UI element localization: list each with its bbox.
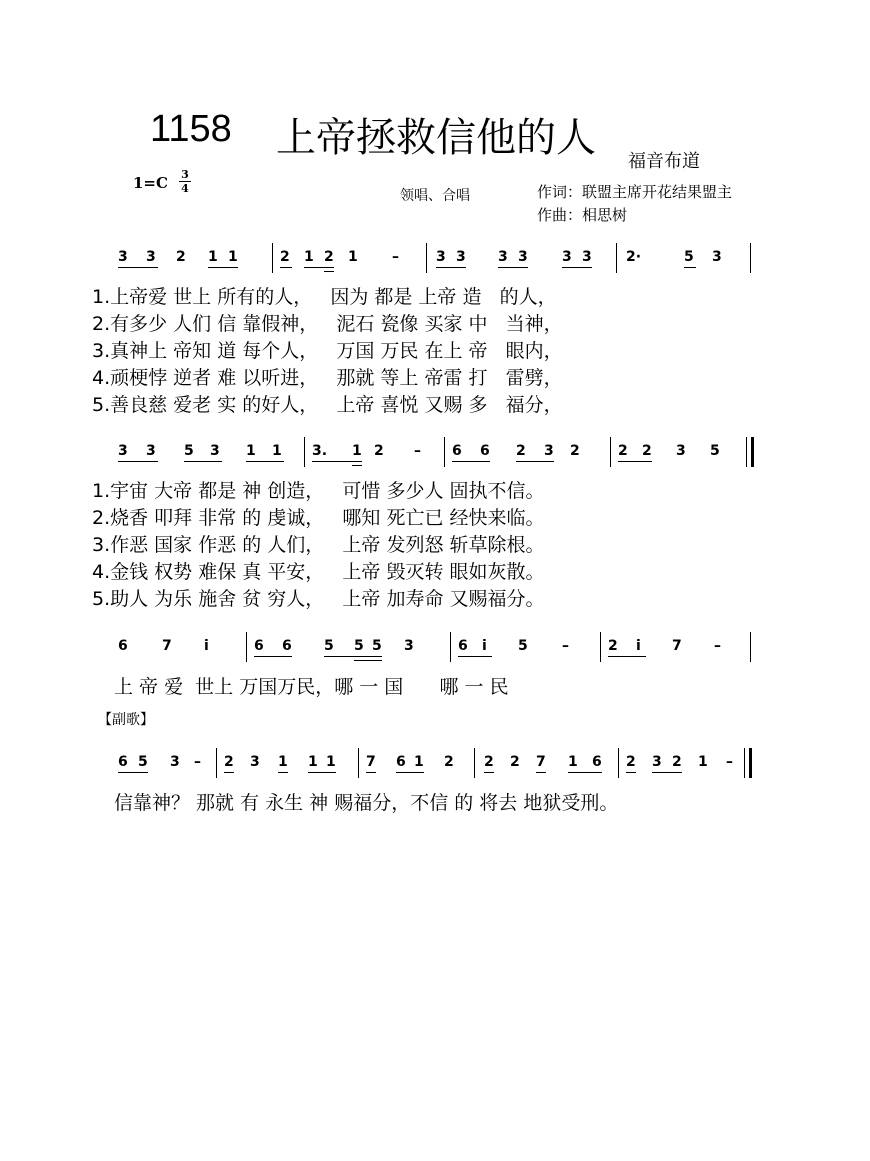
note: 1	[348, 249, 358, 265]
barline	[618, 748, 619, 778]
note: 2	[672, 754, 682, 770]
note: 1	[228, 249, 238, 265]
note: 1	[278, 754, 288, 770]
note: 7	[536, 754, 546, 770]
note: 6	[282, 638, 292, 654]
note: 1	[246, 443, 256, 459]
final-barline	[749, 748, 752, 778]
note: –	[562, 638, 569, 654]
key-signature: 1=C	[133, 174, 168, 192]
lyric-verse-1: 1.宇宙 大帝 都是 神 创造， 可惜 多少人 固执不信。	[92, 480, 545, 502]
note: –	[714, 638, 721, 654]
barline	[616, 243, 617, 273]
note: 5	[372, 638, 382, 654]
note: 1	[414, 754, 424, 770]
note: –	[392, 249, 399, 265]
note: 3	[712, 249, 722, 265]
note: 1	[352, 443, 362, 459]
song-number: 1158	[150, 108, 232, 150]
barline	[304, 437, 305, 467]
note: 6	[396, 754, 406, 770]
barline	[426, 243, 427, 273]
lyric-line: 信靠神？ 那就 有 永生 神 赐福分，不信 的 将去 地狱受刑。	[114, 792, 619, 814]
notation-row-1	[100, 243, 760, 283]
note: 3	[436, 249, 446, 265]
note: 5	[354, 638, 364, 654]
barline	[750, 243, 751, 273]
note: 7	[162, 638, 172, 654]
note: i	[204, 638, 209, 654]
note: 3	[146, 249, 156, 265]
note: 2	[608, 638, 618, 654]
note: 3	[544, 443, 554, 459]
notation-row-4	[100, 748, 760, 788]
note: 3.	[312, 443, 328, 459]
note: 6	[480, 443, 490, 459]
notation-row-2	[100, 437, 760, 477]
note: 6	[452, 443, 462, 459]
note: 2	[642, 443, 652, 459]
song-category: 福音布道	[628, 151, 700, 172]
song-title: 上帝拯救信他的人	[276, 115, 596, 161]
barline	[358, 748, 359, 778]
note: 1	[308, 754, 318, 770]
note: 5	[138, 754, 148, 770]
note: 3	[210, 443, 220, 459]
note: 1	[272, 443, 282, 459]
note: 7	[366, 754, 376, 770]
barline	[272, 243, 273, 273]
note: 3	[146, 443, 156, 459]
barline	[444, 437, 445, 467]
note: 2	[570, 443, 580, 459]
lyric-verse-5: 5.善良慈 爱老 实 的好人， 上帝 喜悦 又赐 多 福分，	[92, 394, 563, 416]
note: 5	[710, 443, 720, 459]
composer-credit: 作曲：相思树	[537, 206, 628, 224]
lyricist-credit: 作词：联盟主席开花结果盟主	[537, 183, 733, 201]
note: 1	[568, 754, 578, 770]
lyric-verse-4: 4.顽梗悖 逆者 难 以听进， 那就 等上 帝雷 打 雷劈，	[92, 367, 563, 389]
note: 3	[118, 443, 128, 459]
note: 3	[676, 443, 686, 459]
note: 1	[304, 249, 314, 265]
note: –	[726, 754, 733, 770]
barline	[216, 748, 217, 778]
barline	[750, 632, 751, 662]
lyric-verse-1: 1.上帝爱 世上 所有的人， 因为 都是 上帝 造 的人，	[92, 286, 557, 308]
note: 3	[498, 249, 508, 265]
note: 3	[404, 638, 414, 654]
note: 2	[626, 754, 636, 770]
note: 5	[684, 249, 694, 265]
barline	[600, 632, 601, 662]
performance-type: 领唱、合唱	[400, 188, 470, 204]
note: 5	[184, 443, 194, 459]
note: 3	[582, 249, 592, 265]
barline	[746, 437, 747, 467]
note: –	[414, 443, 421, 459]
note: 2·	[626, 249, 642, 265]
lyric-verse-3: 3.真神上 帝知 道 每个人， 万国 万民 在上 帝 眼内，	[92, 340, 563, 362]
note: 1	[326, 754, 336, 770]
note: 2	[510, 754, 520, 770]
barline	[474, 748, 475, 778]
lyric-line: 上 帝 爱 世上 万国万民，哪 一 国 哪 一 民	[114, 676, 509, 698]
lyric-verse-2: 2.有多少 人们 信 靠假神， 泥石 瓷像 买家 中 当神，	[92, 313, 563, 335]
time-signature-bottom: 4	[181, 182, 189, 195]
note: 1	[208, 249, 218, 265]
note: 2	[280, 249, 290, 265]
note: –	[194, 754, 201, 770]
note: 2	[374, 443, 384, 459]
time-signature-top: 3	[181, 168, 189, 181]
note: 6	[254, 638, 264, 654]
lyric-verse-5: 5.助人 为乐 施舍 贫 穷人， 上帝 加寿命 又赐福分。	[92, 588, 545, 610]
barline	[246, 632, 247, 662]
lyric-verse-4: 4.金钱 权势 难保 真 平安， 上帝 毁灭转 眼如灰散。	[92, 561, 545, 583]
note: 2	[484, 754, 494, 770]
note: i	[636, 638, 641, 654]
note: 6	[118, 754, 128, 770]
note: 2	[324, 249, 334, 265]
time-signature	[179, 169, 191, 194]
note: 3	[170, 754, 180, 770]
barline	[450, 632, 451, 662]
note: 2	[224, 754, 234, 770]
note: 3	[562, 249, 572, 265]
lyric-verse-3: 3.作恶 国家 作恶 的 人们， 上帝 发列怒 斩草除根。	[92, 534, 545, 556]
note: 3	[250, 754, 260, 770]
lyric-verse-2: 2.烧香 叩拜 非常 的 虔诚， 哪知 死亡已 经快来临。	[92, 507, 545, 529]
note: 7	[672, 638, 682, 654]
note: 2	[444, 754, 454, 770]
note: 3	[518, 249, 528, 265]
final-barline	[751, 437, 754, 467]
note: i	[482, 638, 487, 654]
note: 5	[518, 638, 528, 654]
note: 6	[458, 638, 468, 654]
chorus-label: 【副歌】	[98, 712, 154, 728]
note: 3	[456, 249, 466, 265]
note: 6	[118, 638, 128, 654]
note: 2	[516, 443, 526, 459]
note: 6	[592, 754, 602, 770]
note: 2	[618, 443, 628, 459]
barline	[610, 437, 611, 467]
barline	[744, 748, 745, 778]
note: 5	[324, 638, 334, 654]
note: 3	[118, 249, 128, 265]
note: 2	[176, 249, 186, 265]
notation-row-3	[100, 632, 760, 672]
note: 3	[652, 754, 662, 770]
note: 1	[698, 754, 708, 770]
